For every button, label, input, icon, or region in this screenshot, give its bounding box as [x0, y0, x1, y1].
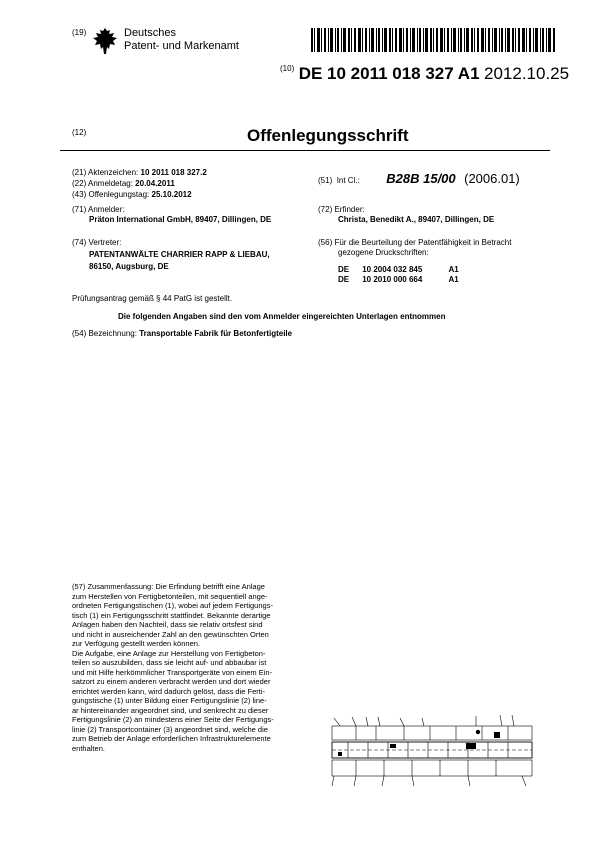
representative-line2: 86150, Augsburg, DE	[89, 262, 169, 271]
divider	[60, 150, 550, 151]
filing-date: 20.04.2011	[135, 179, 175, 188]
federal-eagle-logo	[92, 26, 118, 56]
inid-72: (72)	[318, 205, 333, 214]
representative-line1: PATENTANWÄLTE CHARRIER RAPP & LIEBAU,	[89, 250, 270, 259]
office-name-line2: Patent- und Markenamt	[124, 40, 239, 52]
abstract-label: Zusammenfassung:	[87, 582, 154, 591]
inid-19: (19)	[72, 28, 87, 37]
abstract-line: tisch (1) ein Fertigungsschritt stattfindet. Bekannte derartige	[72, 610, 271, 620]
citation-row	[338, 275, 459, 285]
citation-number: 10 2010 000 664	[362, 275, 423, 284]
invention-title: Transportable Fabrik für Betonfertigteile	[139, 329, 293, 338]
field-22-label: Anmeldetag:	[88, 179, 133, 188]
abstract-line: linie (2) Transportcontainer (3) angeordnet sind, welche die	[72, 724, 268, 734]
field-56	[318, 238, 511, 248]
field-54-label: Bezeichnung:	[88, 329, 137, 338]
abstract-line: zur Verfügung gestellt werden können.	[72, 639, 201, 648]
citation-country: DE	[338, 275, 350, 284]
field-74	[72, 238, 121, 248]
abstract-line: Die Aufgabe, eine Anlage zur Herstellung von Fertigbeton-	[72, 648, 266, 658]
citation-row	[338, 265, 459, 275]
field-21-label: Aktenzeichen:	[88, 168, 139, 177]
field-56-label-line1: Für die Beurteilung der Patentfähigkeit in Betracht	[334, 238, 512, 247]
citation-country: DE	[338, 265, 350, 274]
ipc-version: (2006.01)	[464, 171, 520, 186]
field-21	[72, 168, 207, 178]
inid-43: (43)	[72, 190, 87, 199]
abstract-text: Die Erfindung betrifft eine Anlage	[155, 582, 265, 591]
publication-date-field: 25.10.2012	[151, 190, 192, 199]
field-71	[72, 205, 124, 215]
applicant-notice: Die folgenden Angaben sind den vom Anmelder eingereichten Unterlagen entnommen	[118, 312, 446, 321]
abstract-line: gungstische (1) unter Bildung einer Fertigungslinie (2) line-	[72, 696, 267, 705]
abstract-line: Fertigungslinie (2) an mindestens einer Seite der Fertigungs-	[72, 715, 274, 724]
inid-12: (12)	[72, 128, 87, 137]
examination-request: Prüfungsantrag gemäß § 44 PatG ist gestellt.	[72, 294, 233, 303]
field-43-label: Offenlegungstag:	[88, 190, 150, 199]
field-51-label: Int Cl.:	[336, 176, 360, 185]
abstract-line: teilen so auszubilden, dass sie leicht auf- und abbaubar ist	[72, 658, 267, 667]
abstract-line: ar hintereinander angeordnet sind, und senkrecht zu dieser	[72, 705, 269, 715]
publication-number-line	[280, 64, 569, 84]
inventor: Christa, Benedikt A., 89407, Dillingen, DE	[338, 215, 495, 224]
office-name-line1: Deutsches	[124, 27, 176, 39]
abstract-line: Anlagen haben den Nachteil, dass sie relativ ortsfest sind	[72, 620, 263, 629]
applicant: Präton International GmbH, 89407, Dillingen, DE	[89, 215, 272, 224]
field-43	[72, 190, 192, 200]
abstract-line: zum Herstellen von Fertigbetonteilen, mit sequentiell ange-	[72, 591, 268, 601]
inid-57: (57)	[72, 582, 86, 591]
citation-number: 10 2004 032 845	[362, 265, 423, 274]
ipc-classification: B28B 15/00	[386, 171, 456, 186]
abstract-line: enthalten.	[72, 743, 105, 753]
field-72	[318, 205, 365, 215]
field-74-label: Vertreter:	[88, 238, 122, 247]
application-number: 10 2011 018 327.2	[140, 168, 207, 177]
publication-number: DE 10 2011 018 327 A1	[298, 64, 480, 83]
publication-date: 2012.10.25	[484, 64, 570, 83]
inid-51: (51)	[318, 176, 333, 185]
barcode	[311, 28, 555, 52]
field-72-label: Erfinder:	[334, 205, 365, 214]
field-22	[72, 179, 175, 189]
abstract-line: zum Betrieb der Anlage erforderlichen Infrastrukturelemente	[72, 734, 271, 743]
field-51	[318, 170, 520, 188]
abstract-line: ordneten Fertigungstischen (1), wobei auf jedem Fertigungs-	[72, 601, 273, 610]
abstract-line: satzort zu einem anderen verbracht werden und dort wieder	[72, 677, 271, 686]
field-56-label-line2: gezogene Druckschriften:	[338, 248, 429, 257]
inid-56: (56)	[318, 238, 333, 247]
abstract-line: und nicht in ausreichender Zahl an den gewünschten Orten	[72, 629, 269, 639]
inid-21: (21)	[72, 168, 87, 177]
document-type: Offenlegungsschrift	[247, 126, 409, 145]
citation-kind: A1	[448, 275, 459, 284]
field-54	[72, 329, 292, 339]
abstract-line: errichtet werden kann, wird dadurch gelöst, dass die Ferti-	[72, 686, 266, 696]
field-71-label: Anmelder:	[88, 205, 125, 214]
inid-22: (22)	[72, 179, 87, 188]
abstract	[72, 582, 308, 753]
abstract-line: und mit Hilfe herkömmlicher Transportgeräte von einem Ein-	[72, 667, 273, 677]
inid-10: (10)	[280, 64, 295, 73]
citation-kind: A1	[448, 265, 459, 274]
inid-71: (71)	[72, 205, 87, 214]
inid-74: (74)	[72, 238, 87, 247]
technical-drawing	[326, 712, 538, 792]
abstract-line	[72, 582, 308, 592]
inid-54: (54)	[72, 329, 87, 338]
